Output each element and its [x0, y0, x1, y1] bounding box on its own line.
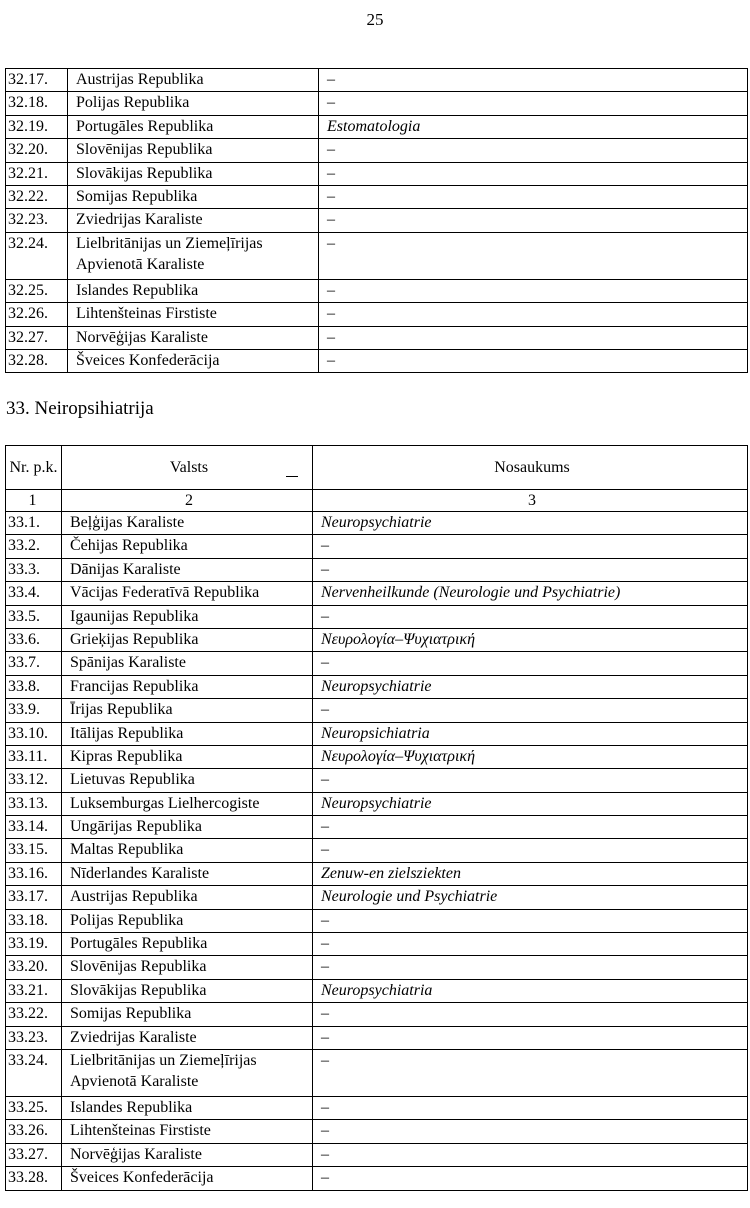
name-cell: Neuropsychiatrie — [313, 675, 748, 698]
row-number: 32.25. — [6, 279, 68, 302]
name-cell: – — [313, 699, 748, 722]
country-cell: Lielbritānijas un Ziemeļīrijas Apvienotā Karaliste — [68, 232, 319, 279]
country-cell: Slovēnijas Republika — [68, 139, 319, 162]
table-row — [6, 605, 748, 628]
page-number: 25 — [366, 10, 384, 29]
table-row — [6, 652, 748, 675]
country-cell: Vācijas Federatīvā Republika — [62, 582, 313, 605]
name-cell: – — [313, 1143, 748, 1166]
row-number: 33.23. — [6, 1026, 62, 1049]
country-cell: Norvēģijas Karaliste — [68, 326, 319, 349]
country-cell: Igaunijas Republika — [62, 605, 313, 628]
country-cell: Čehijas Republika — [62, 535, 313, 558]
row-number: 33.4. — [6, 582, 62, 605]
name-cell: – — [319, 209, 748, 232]
name-cell: – — [319, 139, 748, 162]
name-cell: Nervenheilkunde (Neurologie und Psychiatrie) — [313, 582, 748, 605]
row-number: 33.3. — [6, 558, 62, 581]
country-cell: Luksemburgas Lielhercogiste — [62, 792, 313, 815]
table-row — [6, 816, 748, 839]
name-cell: – — [319, 162, 748, 185]
row-number: 32.28. — [6, 349, 68, 372]
table-row — [6, 279, 748, 302]
table-row — [6, 349, 748, 372]
name-cell: – — [313, 769, 748, 792]
table-row — [6, 675, 748, 698]
row-number: 32.23. — [6, 209, 68, 232]
country-cell: Austrijas Republika — [62, 886, 313, 909]
table-row — [6, 232, 748, 279]
country-cell: Šveices Konfederācija — [68, 349, 319, 372]
row-number: 33.14. — [6, 816, 62, 839]
table-row — [6, 326, 748, 349]
table-row — [6, 115, 748, 138]
row-number: 33.18. — [6, 909, 62, 932]
table-row — [6, 303, 748, 326]
country-cell: Ungārijas Republika — [62, 816, 313, 839]
row-number: 32.22. — [6, 185, 68, 208]
country-cell: Lihtenšteinas Firstiste — [68, 303, 319, 326]
country-cell: Lihtenšteinas Firstiste — [62, 1120, 313, 1143]
table-row — [6, 209, 748, 232]
name-cell: Estomatologia — [319, 115, 748, 138]
name-cell: Neuropsichiatria — [313, 722, 748, 745]
table-row — [6, 979, 748, 1002]
country-cell: Īrijas Republika — [62, 699, 313, 722]
table-row — [6, 582, 748, 605]
country-cell: Portugāles Republika — [68, 115, 319, 138]
country-cell: Islandes Republika — [68, 279, 319, 302]
name-cell: – — [313, 535, 748, 558]
specialty-table-32 — [5, 68, 748, 373]
row-number: 32.19. — [6, 115, 68, 138]
table-row — [6, 769, 748, 792]
row-number: 33.15. — [6, 839, 62, 862]
row-number: 33.12. — [6, 769, 62, 792]
table-row — [6, 558, 748, 581]
section-title: 33. Neiropsihiatrija — [6, 398, 154, 419]
name-cell: Neurologie und Psychiatrie — [313, 886, 748, 909]
country-cell: Zviedrijas Karaliste — [68, 209, 319, 232]
row-number: 33.6. — [6, 628, 62, 651]
name-cell: Νευρολογία–Ψυχιατρική — [313, 745, 748, 768]
row-number: 33.22. — [6, 1003, 62, 1026]
name-cell: – — [313, 816, 748, 839]
header-nr: Nr. p.k. — [6, 446, 62, 490]
name-cell: – — [313, 909, 748, 932]
table-row — [6, 1120, 748, 1143]
name-cell: – — [313, 558, 748, 581]
country-cell: Slovākijas Republika — [68, 162, 319, 185]
row-number: 33.24. — [6, 1049, 62, 1096]
country-cell: Islandes Republika — [62, 1096, 313, 1119]
row-number: 33.25. — [6, 1096, 62, 1119]
row-number: 33.2. — [6, 535, 62, 558]
table-row — [6, 1096, 748, 1119]
country-cell: Maltas Republika — [62, 839, 313, 862]
country-cell: Grieķijas Republika — [62, 628, 313, 651]
row-number: 32.24. — [6, 232, 68, 279]
country-cell: Slovākijas Republika — [62, 979, 313, 1002]
name-cell: – — [313, 1120, 748, 1143]
country-cell: Lietuvas Republika — [62, 769, 313, 792]
name-cell: Neuropsychiatrie — [313, 512, 748, 535]
table-row — [6, 792, 748, 815]
row-number: 33.28. — [6, 1167, 62, 1190]
row-number: 33.13. — [6, 792, 62, 815]
name-cell: – — [319, 326, 748, 349]
country-cell: Francijas Republika — [62, 675, 313, 698]
col-number: 2 — [62, 490, 313, 512]
table-row — [6, 956, 748, 979]
col-number: 3 — [313, 490, 748, 512]
row-number: 32.20. — [6, 139, 68, 162]
country-cell: Somijas Republika — [62, 1003, 313, 1026]
country-cell: Lielbritānijas un Ziemeļīrijas Apvienotā Karaliste — [62, 1049, 313, 1096]
name-cell: – — [313, 1026, 748, 1049]
table-row — [6, 1003, 748, 1026]
country-cell: Zviedrijas Karaliste — [62, 1026, 313, 1049]
row-number: 33.16. — [6, 862, 62, 885]
row-number: 32.21. — [6, 162, 68, 185]
row-number: 33.5. — [6, 605, 62, 628]
table-row — [6, 1049, 748, 1096]
row-number: 33.10. — [6, 722, 62, 745]
table-row — [6, 139, 748, 162]
row-number: 33.20. — [6, 956, 62, 979]
table-row — [6, 92, 748, 115]
name-cell: – — [319, 92, 748, 115]
row-number: 33.26. — [6, 1120, 62, 1143]
country-cell: Nīderlandes Karaliste — [62, 862, 313, 885]
row-number: 33.17. — [6, 886, 62, 909]
table-row — [6, 1143, 748, 1166]
table-row — [6, 886, 748, 909]
table-row — [6, 535, 748, 558]
country-cell: Portugāles Republika — [62, 933, 313, 956]
column-number-row — [6, 490, 748, 512]
country-cell: Šveices Konfederācija — [62, 1167, 313, 1190]
row-number: 33.21. — [6, 979, 62, 1002]
row-number: 33.27. — [6, 1143, 62, 1166]
name-cell: – — [313, 839, 748, 862]
country-cell: Polijas Republika — [68, 92, 319, 115]
name-cell: – — [313, 956, 748, 979]
name-cell: – — [319, 185, 748, 208]
name-cell: – — [319, 232, 748, 279]
table-row — [6, 699, 748, 722]
country-cell: Polijas Republika — [62, 909, 313, 932]
name-cell: – — [319, 303, 748, 326]
header-country: Valsts — [62, 446, 313, 490]
row-number: 32.18. — [6, 92, 68, 115]
table-row — [6, 162, 748, 185]
row-number: 32.27. — [6, 326, 68, 349]
header-name: Nosaukums — [313, 446, 748, 490]
name-cell: – — [313, 933, 748, 956]
name-cell: – — [313, 652, 748, 675]
table-row — [6, 1167, 748, 1190]
row-number: 32.17. — [6, 69, 68, 92]
name-cell: – — [313, 1003, 748, 1026]
name-cell: Νευρολογία–Ψυχιατρική — [313, 628, 748, 651]
row-number: 33.7. — [6, 652, 62, 675]
country-cell: Somijas Republika — [68, 185, 319, 208]
col-number: 1 — [6, 490, 62, 512]
table-row — [6, 722, 748, 745]
table-row — [6, 909, 748, 932]
country-cell: Slovēnijas Republika — [62, 956, 313, 979]
name-cell: – — [319, 279, 748, 302]
name-cell: – — [313, 1167, 748, 1190]
name-cell: – — [313, 605, 748, 628]
row-number: 33.9. — [6, 699, 62, 722]
name-cell: – — [313, 1096, 748, 1119]
country-cell: Spānijas Karaliste — [62, 652, 313, 675]
name-cell: Zenuw-en zielsziekten — [313, 862, 748, 885]
table-row — [6, 1026, 748, 1049]
specialty-table-33 — [5, 445, 748, 1191]
table-row — [6, 839, 748, 862]
name-cell: – — [319, 69, 748, 92]
row-number: 33.11. — [6, 745, 62, 768]
row-number: 33.1. — [6, 512, 62, 535]
name-cell: Neuropsychiatrie — [313, 792, 748, 815]
name-cell: – — [313, 1049, 748, 1096]
row-number: 33.8. — [6, 675, 62, 698]
country-cell: Beļģijas Karaliste — [62, 512, 313, 535]
row-number: 32.26. — [6, 303, 68, 326]
table-row — [6, 745, 748, 768]
table-row — [6, 69, 748, 92]
country-cell: Norvēģijas Karaliste — [62, 1143, 313, 1166]
row-number: 33.19. — [6, 933, 62, 956]
country-cell: Itālijas Republika — [62, 722, 313, 745]
header-row — [6, 446, 748, 490]
table-row — [6, 862, 748, 885]
name-cell: – — [319, 349, 748, 372]
country-cell: Dānijas Karaliste — [62, 558, 313, 581]
name-cell: Neuropsychiatria — [313, 979, 748, 1002]
table-row — [6, 933, 748, 956]
country-cell: Austrijas Republika — [68, 69, 319, 92]
table-row — [6, 628, 748, 651]
country-cell: Kipras Republika — [62, 745, 313, 768]
table-row — [6, 185, 748, 208]
table-row — [6, 512, 748, 535]
